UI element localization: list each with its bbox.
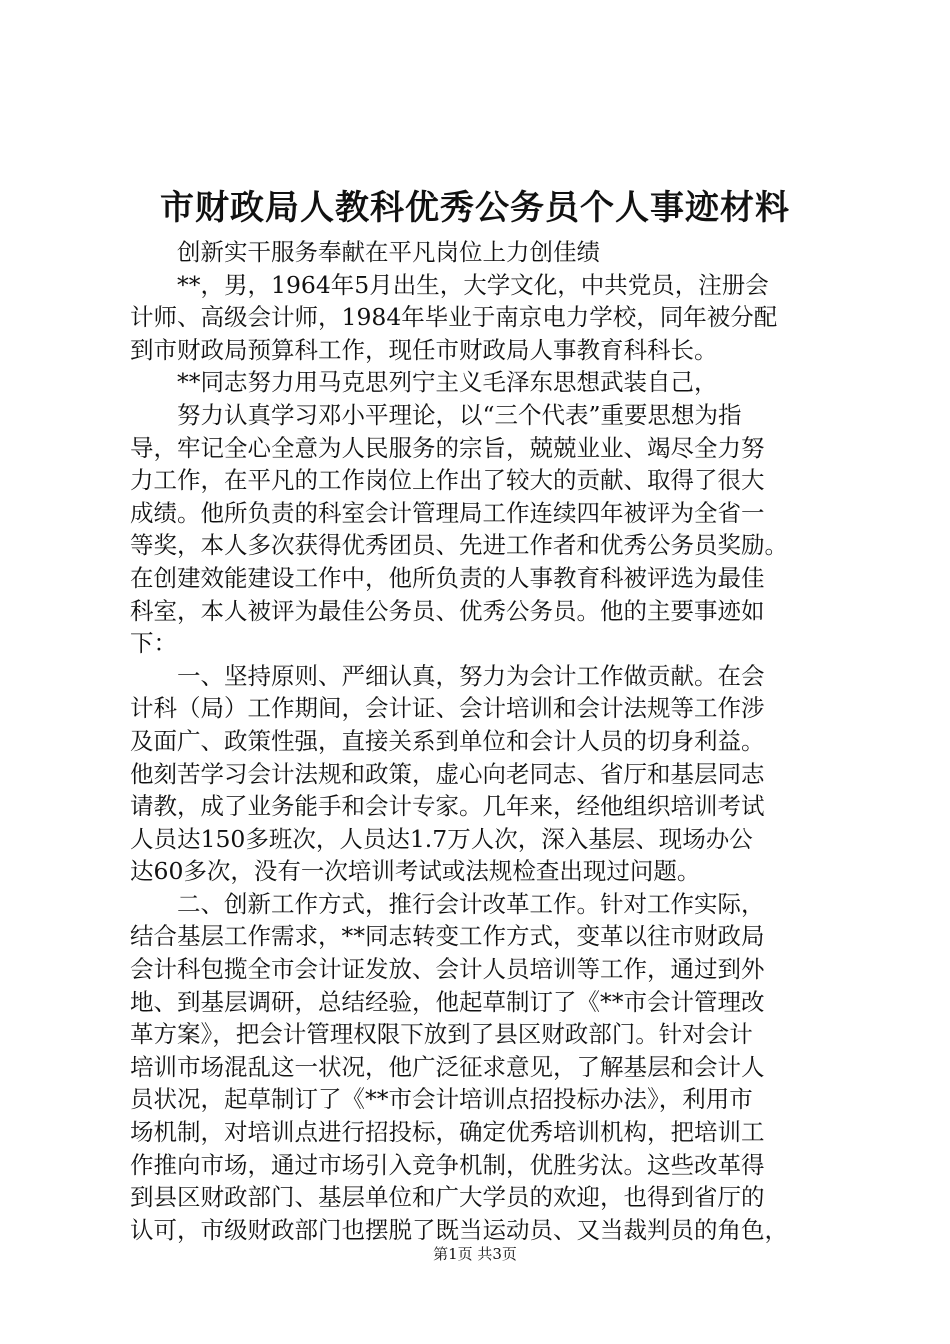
text-line: 地、到基层调研，总结经验，他起草制订了《**市会计管理改 xyxy=(130,987,765,1016)
text-line: 认可，市级财政部门也摆脱了既当运动员、又当裁判员的角色， xyxy=(130,1215,788,1244)
text-line: 及面广、政策性强，直接关系到单位和会计人员的切身利益。 xyxy=(130,726,765,755)
text-line: 等奖，本人多次获得优秀团员、先进工作者和优秀公务员奖励。 xyxy=(130,531,788,560)
text-line: 一、坚持原则、严细认真，努力为会计工作做贡献。在会 xyxy=(177,661,765,690)
text-line: 努力认真学习邓小平理论，以“三个代表”重要思想为指 xyxy=(177,400,742,429)
text-line: 他刻苦学习会计法规和政策，虚心向老同志、省厅和基层同志 xyxy=(130,759,765,788)
text-line: 下： xyxy=(130,629,177,658)
text-line: 革方案》，把会计管理权限下放到了县区财政部门。针对会计 xyxy=(130,1020,753,1049)
document-body xyxy=(130,236,830,1246)
document-title: 市财政局人教科优秀公务员个人事迹材料 xyxy=(160,188,790,228)
text-line: 计师、高级会计师，1984年毕业于南京电力学校，同年被分配 xyxy=(130,303,778,332)
text-line: 作推向市场，通过市场引入竞争机制，优胜劣汰。这些改革得 xyxy=(130,1150,765,1179)
text-line: 场机制，对培训点进行招投标，确定优秀培训机构，把培训工 xyxy=(130,1118,765,1147)
text-line: 会计科包揽全市会计证发放、会计人员培训等工作，通过到外 xyxy=(130,955,765,984)
page-number-footer: 第1页 共3页 xyxy=(433,1245,517,1263)
text-line: **，男，1964年5月出生，大学文化，中共党员，注册会 xyxy=(177,270,769,299)
text-line: 计科（局）工作期间，会计证、会计培训和会计法规等工作涉 xyxy=(130,694,765,723)
text-line: 人员达150多班次，人员达1.7万人次，深入基层、现场办公 xyxy=(130,824,753,853)
text-line: 达60多次，没有一次培训考试或法规检查出现过问题。 xyxy=(130,857,701,886)
text-line: 创新实干服务奉献在平凡岗位上力创佳绩 xyxy=(177,238,600,266)
text-line: 科室，本人被评为最佳公务员、优秀公务员。他的主要事迹如 xyxy=(130,596,765,625)
text-line: 力工作，在平凡的工作岗位上作出了较大的贡献、取得了很大 xyxy=(130,466,765,495)
text-line: **同志努力用马克思列宁主义毛泽东思想武装自己， xyxy=(177,368,718,397)
text-line: 二、创新工作方式，推行会计改革工作。针对工作实际， xyxy=(177,889,765,918)
text-line: 在创建效能建设工作中，他所负责的人事教育科被评选为最佳 xyxy=(130,563,765,592)
text-line: 到市财政局预算科工作，现任市财政局人事教育科科长。 xyxy=(130,335,718,364)
text-line: 请教，成了业务能手和会计专家。几年来，经他组织培训考试 xyxy=(130,792,765,821)
text-line: 到县区财政部门、基层单位和广大学员的欢迎，也得到省厅的 xyxy=(130,1183,765,1212)
text-line: 成绩。他所负责的科室会计管理局工作连续四年被评为全省一 xyxy=(130,498,765,527)
text-line: 员状况，起草制订了《**市会计培训点招投标办法》，利用市 xyxy=(130,1085,753,1114)
text-line: 导，牢记全心全意为人民服务的宗旨，兢兢业业、竭尽全力努 xyxy=(130,433,765,462)
text-line: 培训市场混乱这一状况，他广泛征求意见，了解基层和会计人 xyxy=(130,1052,765,1081)
text-line: 结合基层工作需求，**同志转变工作方式，变革以往市财政局 xyxy=(130,922,765,951)
